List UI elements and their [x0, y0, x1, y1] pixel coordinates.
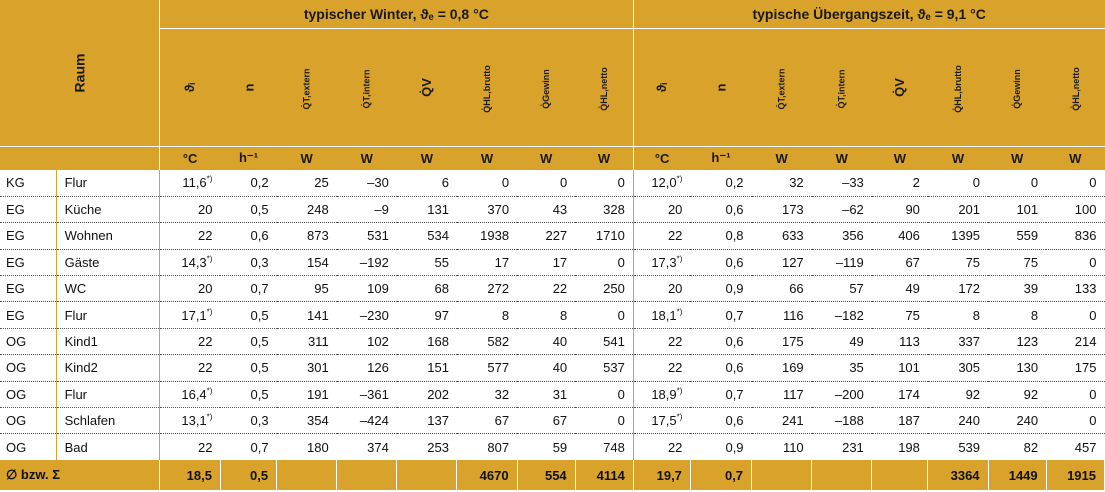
transition-value-cell: 92	[928, 381, 988, 407]
winter-value-cell: –230	[337, 302, 397, 328]
winter-value-cell: 22	[197, 439, 213, 455]
transition-value-cell: 82	[1023, 439, 1039, 455]
transition-value-cell: 18,9*)	[633, 381, 690, 407]
room-header-label: Raum	[71, 53, 88, 93]
winter-value-cell: 248	[277, 196, 337, 222]
col-header	[277, 28, 337, 146]
transition-value-cell: 67	[872, 249, 928, 275]
col-header	[872, 28, 928, 146]
transition-value-cell: 8	[928, 302, 988, 328]
floor-cell: OG	[0, 434, 56, 460]
table-row	[0, 249, 1105, 275]
summary-label: ∅ bzw. Σ	[0, 460, 159, 490]
unit-cell: W	[988, 146, 1046, 170]
winter-value-cell: 13,1*)	[159, 408, 220, 434]
transition-value-cell: 0,6	[690, 249, 751, 275]
winter-value-cell: 0,5	[220, 355, 276, 381]
column-header-row	[0, 28, 1105, 146]
transition-value-cell: 90	[872, 196, 928, 222]
room-cell: Schlafen	[56, 408, 159, 434]
transition-value-cell: 20	[633, 196, 690, 222]
summary-cell	[397, 460, 457, 490]
transition-value-cell: 49	[872, 276, 928, 302]
transition-value-cell: 406	[872, 223, 928, 249]
floor-cell: OG	[0, 328, 56, 354]
winter-value-cell: 20	[159, 196, 220, 222]
transition-value-cell: 39	[988, 276, 1046, 302]
winter-value-cell: 253	[427, 439, 449, 455]
col-header-label: Q̇V	[892, 77, 908, 97]
transition-group-header: typische Übergangszeit, ϑₑ = 9,1 °C	[633, 0, 1104, 28]
transition-value-cell: 305	[928, 355, 988, 381]
transition-value-cell: 12,0*)	[633, 170, 690, 196]
table-row	[0, 223, 1105, 249]
winter-value-cell: –361	[337, 381, 397, 407]
summary-cell	[752, 460, 812, 490]
transition-value-cell: 0,9	[690, 276, 751, 302]
col-header-label: Q̇Gewinn	[541, 68, 552, 109]
summary-cell	[872, 460, 928, 490]
transition-value-cell: 0	[988, 170, 1046, 196]
winter-value-cell: 0,3	[220, 249, 276, 275]
winter-value-cell: 374	[367, 439, 389, 455]
transition-value-cell: 123	[988, 328, 1046, 354]
col-header-label: Q̇HL,netto	[1070, 66, 1081, 111]
unit-cell: W	[337, 146, 397, 170]
transition-value-cell: 174	[872, 381, 928, 407]
col-header-label: Q̇T,intern	[836, 68, 847, 109]
winter-value-cell: 582	[457, 328, 517, 354]
winter-value-cell: 180	[306, 439, 329, 455]
winter-value-cell: 59	[552, 439, 568, 455]
unit-cell: W	[457, 146, 517, 170]
unit-header-row	[0, 146, 1105, 170]
col-header	[1046, 28, 1104, 146]
unit-cell: h⁻¹	[220, 146, 276, 170]
room-header-cell	[0, 0, 159, 146]
col-header	[752, 28, 812, 146]
winter-value-cell: 31	[517, 381, 575, 407]
transition-value-cell: 240	[988, 408, 1046, 434]
floor-cell: EG	[0, 302, 56, 328]
winter-value-cell: 109	[337, 276, 397, 302]
winter-value-cell: 131	[397, 196, 457, 222]
transition-value-cell: 201	[928, 196, 988, 222]
winter-value-cell: 0,7	[220, 276, 276, 302]
winter-value-cell: 202	[397, 381, 457, 407]
transition-value-cell: 117	[752, 381, 812, 407]
winter-value-cell: 311	[277, 328, 337, 354]
transition-value-cell: 633	[752, 223, 812, 249]
transition-value-cell: 539	[958, 439, 981, 455]
winter-value-cell: 250	[575, 276, 633, 302]
col-header-label: Q̇HL,brutto	[482, 64, 492, 113]
unit-cell: °C	[159, 146, 220, 170]
col-header	[988, 28, 1046, 146]
winter-value-cell: 40	[517, 328, 575, 354]
transition-value-cell: 22	[633, 328, 690, 354]
col-header	[397, 28, 457, 146]
transition-value-cell: 17,3*)	[633, 249, 690, 275]
room-cell: Flur	[56, 170, 159, 196]
winter-value-cell: 0,5	[220, 196, 276, 222]
floor-cell: EG	[0, 223, 56, 249]
transition-value-cell: –119	[812, 249, 872, 275]
transition-value-cell: 836	[1046, 223, 1104, 249]
room-cell: Kind2	[56, 355, 159, 381]
winter-value-cell: 22	[159, 223, 220, 249]
transition-value-cell: 231	[842, 439, 864, 455]
col-header-label: Q̇V	[419, 77, 435, 97]
col-header	[517, 28, 575, 146]
transition-value-cell: 0	[1046, 381, 1104, 407]
transition-value-cell: –188	[812, 408, 872, 434]
winter-value-cell: 17	[517, 249, 575, 275]
room-cell: WC	[56, 276, 159, 302]
winter-value-cell: 55	[397, 249, 457, 275]
unit-header-empty	[0, 146, 159, 170]
transition-value-cell: 113	[872, 328, 928, 354]
transition-value-cell: 198	[898, 439, 920, 455]
floor-cell: EG	[0, 276, 56, 302]
floor-cell: OG	[0, 355, 56, 381]
winter-value-cell: 168	[397, 328, 457, 354]
transition-value-cell: 101	[872, 355, 928, 381]
unit-cell: W	[752, 146, 812, 170]
col-header	[575, 28, 633, 146]
transition-value-cell: 187	[872, 408, 928, 434]
winter-value-cell: 0,5	[220, 302, 276, 328]
col-header	[457, 28, 517, 146]
winter-value-cell: 191	[277, 381, 337, 407]
col-header-label: Q̇Gewinn	[1012, 68, 1023, 109]
unit-cell: W	[1046, 146, 1104, 170]
winter-value-cell: 0	[575, 302, 633, 328]
unit-cell: h⁻¹	[690, 146, 751, 170]
col-header	[220, 28, 276, 146]
transition-value-cell: 116	[752, 302, 812, 328]
winter-value-cell: 227	[517, 223, 575, 249]
transition-value-cell: 32	[752, 170, 812, 196]
summary-cell: 1915	[1046, 460, 1104, 490]
col-header-label: n	[241, 83, 257, 91]
winter-value-cell: 67	[517, 408, 575, 434]
winter-value-cell: 301	[277, 355, 337, 381]
table-row	[0, 328, 1105, 354]
transition-value-cell: 75	[988, 249, 1046, 275]
winter-value-cell: 137	[397, 408, 457, 434]
transition-value-cell: 127	[752, 249, 812, 275]
transition-value-cell: 2	[872, 170, 928, 196]
winter-value-cell: –192	[337, 249, 397, 275]
col-header-label: Q̇T,extern	[301, 67, 312, 110]
transition-value-cell: 240	[928, 408, 988, 434]
winter-value-cell: 577	[457, 355, 517, 381]
transition-value-cell: 0,7	[690, 381, 751, 407]
floor-cell: EG	[0, 196, 56, 222]
transition-value-cell: 214	[1046, 328, 1104, 354]
winter-value-cell: 67	[457, 408, 517, 434]
floor-cell: OG	[0, 408, 56, 434]
transition-value-cell: 0,6	[690, 408, 751, 434]
col-header-label: Q̇HL,brutto	[952, 64, 963, 113]
winter-value-cell: 22	[159, 355, 220, 381]
col-header-label: n	[713, 83, 729, 91]
winter-value-cell: –424	[337, 408, 397, 434]
transition-value-cell: –200	[812, 381, 872, 407]
col-header	[928, 28, 988, 146]
winter-value-cell: 807	[487, 439, 510, 455]
transition-value-cell: 0	[1046, 249, 1104, 275]
transition-value-cell: 18,1*)	[633, 302, 690, 328]
room-cell: Bad	[56, 434, 159, 460]
winter-value-cell: 151	[397, 355, 457, 381]
transition-value-cell: 356	[812, 223, 872, 249]
room-cell: Kind1	[56, 328, 159, 354]
room-cell: Küche	[56, 196, 159, 222]
summary-cell	[337, 460, 397, 490]
col-header-label: Q̇HL,netto	[598, 66, 609, 111]
transition-value-cell: 337	[928, 328, 988, 354]
col-header-label: ϑᵢ	[654, 82, 670, 92]
group-header-row	[0, 0, 1105, 28]
winter-value-cell: 6	[397, 170, 457, 196]
summary-cell	[277, 460, 337, 490]
winter-value-cell: 272	[457, 276, 517, 302]
floor-cell: OG	[0, 381, 56, 407]
transition-value-cell: –33	[812, 170, 872, 196]
transition-value-cell: 1395	[928, 223, 988, 249]
transition-value-cell: 175	[1046, 355, 1104, 381]
table-row	[0, 276, 1105, 302]
unit-cell: W	[872, 146, 928, 170]
winter-value-cell: 95	[277, 276, 337, 302]
col-header	[159, 28, 220, 146]
col-header	[690, 28, 751, 146]
transition-value-cell: 101	[988, 196, 1046, 222]
transition-value-cell: 22	[633, 223, 690, 249]
winter-value-cell: 8	[457, 302, 517, 328]
winter-value-cell: 873	[277, 223, 337, 249]
transition-value-cell: 35	[812, 355, 872, 381]
table-body	[0, 170, 1105, 460]
winter-group-header: typischer Winter, ϑₑ = 0,8 °C	[159, 0, 633, 28]
transition-value-cell: 66	[752, 276, 812, 302]
col-header	[812, 28, 872, 146]
winter-value-cell: 0,5	[220, 381, 276, 407]
summary-cell: 554	[517, 460, 575, 490]
transition-value-cell: 0,6	[690, 355, 751, 381]
floor-cell: KG	[0, 170, 56, 196]
floor-cell: EG	[0, 249, 56, 275]
winter-value-cell: 8	[517, 302, 575, 328]
transition-value-cell: 57	[812, 276, 872, 302]
table-row	[0, 434, 1105, 460]
transition-value-cell: 0,9	[725, 439, 744, 455]
transition-value-cell: 0,2	[690, 170, 751, 196]
room-cell: Gäste	[56, 249, 159, 275]
summary-cell	[812, 460, 872, 490]
winter-value-cell: 22	[517, 276, 575, 302]
winter-value-cell: 16,4*)	[159, 381, 220, 407]
summary-cell: 19,7	[633, 460, 690, 490]
transition-value-cell: 457	[1074, 439, 1097, 455]
unit-cell: W	[812, 146, 872, 170]
unit-cell: W	[928, 146, 988, 170]
winter-value-cell: 17	[457, 249, 517, 275]
transition-value-cell: 0,7	[690, 302, 751, 328]
col-header-label: Q̇T,intern	[361, 68, 372, 109]
winter-value-cell: 40	[517, 355, 575, 381]
winter-value-cell: 22	[159, 328, 220, 354]
col-header-label: Q̇T,extern	[776, 67, 787, 110]
transition-value-cell: 559	[988, 223, 1046, 249]
table-row	[0, 196, 1105, 222]
transition-value-cell: –62	[812, 196, 872, 222]
table-row	[0, 302, 1105, 328]
winter-value-cell: 0	[457, 170, 517, 196]
transition-value-cell: 0	[1046, 170, 1104, 196]
winter-value-cell: 0,5	[220, 328, 276, 354]
winter-value-cell: 154	[277, 249, 337, 275]
winter-value-cell: 97	[397, 302, 457, 328]
winter-value-cell: 11,6*)	[159, 170, 220, 196]
unit-cell: W	[277, 146, 337, 170]
table-row	[0, 381, 1105, 407]
summary-cell: 0,7	[690, 460, 751, 490]
transition-value-cell: 92	[988, 381, 1046, 407]
winter-value-cell: 141	[277, 302, 337, 328]
transition-value-cell: 172	[928, 276, 988, 302]
winter-value-cell: 14,3*)	[159, 249, 220, 275]
winter-value-cell: 0	[575, 249, 633, 275]
winter-value-cell: 126	[337, 355, 397, 381]
room-cell: Flur	[56, 302, 159, 328]
unit-cell: W	[517, 146, 575, 170]
unit-cell: W	[397, 146, 457, 170]
winter-value-cell: –9	[337, 196, 397, 222]
winter-value-cell: 0	[517, 170, 575, 196]
winter-value-cell: 0,2	[220, 170, 276, 196]
winter-value-cell: 0	[575, 381, 633, 407]
winter-value-cell: 0,6	[220, 223, 276, 249]
transition-value-cell: 0	[928, 170, 988, 196]
transition-value-cell: 75	[928, 249, 988, 275]
table-row	[0, 408, 1105, 434]
winter-value-cell: 43	[517, 196, 575, 222]
unit-cell: °C	[633, 146, 690, 170]
col-header	[633, 28, 690, 146]
col-header-label: ϑᵢ	[182, 82, 198, 92]
winter-value-cell: 0,7	[250, 439, 269, 455]
transition-value-cell: 130	[988, 355, 1046, 381]
winter-value-cell: 25	[277, 170, 337, 196]
winter-value-cell: 354	[277, 408, 337, 434]
transition-value-cell: 8	[988, 302, 1046, 328]
transition-value-cell: 0,6	[690, 196, 751, 222]
room-cell: Flur	[56, 381, 159, 407]
winter-value-cell: 1938	[457, 223, 517, 249]
summary-cell: 4114	[575, 460, 633, 490]
transition-value-cell: 49	[812, 328, 872, 354]
transition-value-cell: 17,5*)	[633, 408, 690, 434]
winter-value-cell: 17,1*)	[159, 302, 220, 328]
room-cell: Wohnen	[56, 223, 159, 249]
transition-value-cell: –182	[812, 302, 872, 328]
winter-value-cell: 748	[603, 439, 625, 455]
winter-value-cell: 0,3	[220, 408, 276, 434]
transition-value-cell: 173	[752, 196, 812, 222]
winter-value-cell: 0	[575, 170, 633, 196]
summary-cell: 18,5	[159, 460, 220, 490]
transition-value-cell: 22	[633, 434, 690, 460]
summary-cell: 4670	[457, 460, 517, 490]
summary-cell: 3364	[928, 460, 988, 490]
col-header	[337, 28, 397, 146]
table-row	[0, 170, 1105, 196]
unit-cell: W	[575, 146, 633, 170]
winter-value-cell: 32	[457, 381, 517, 407]
winter-value-cell: 328	[575, 196, 633, 222]
transition-value-cell: 75	[872, 302, 928, 328]
winter-value-cell: 20	[159, 276, 220, 302]
transition-value-cell: 169	[752, 355, 812, 381]
winter-value-cell: 534	[397, 223, 457, 249]
winter-value-cell: 531	[337, 223, 397, 249]
transition-value-cell: 110	[782, 439, 804, 455]
winter-value-cell: 68	[397, 276, 457, 302]
winter-value-cell: 541	[575, 328, 633, 354]
transition-value-cell: 133	[1046, 276, 1104, 302]
winter-value-cell: 0	[575, 408, 633, 434]
winter-value-cell: 102	[337, 328, 397, 354]
winter-value-cell: –30	[337, 170, 397, 196]
table-row	[0, 355, 1105, 381]
summary-row	[0, 460, 1105, 490]
winter-value-cell: 1710	[575, 223, 633, 249]
transition-value-cell: 100	[1046, 196, 1104, 222]
transition-value-cell: 0,6	[690, 328, 751, 354]
winter-value-cell: 370	[457, 196, 517, 222]
transition-value-cell: 22	[633, 355, 690, 381]
winter-value-cell: 537	[575, 355, 633, 381]
transition-value-cell: 0	[1046, 302, 1104, 328]
transition-value-cell: 0	[1046, 408, 1104, 434]
transition-value-cell: 20	[633, 276, 690, 302]
transition-value-cell: 0,8	[690, 223, 751, 249]
summary-cell: 0,5	[220, 460, 276, 490]
transition-value-cell: 241	[752, 408, 812, 434]
transition-value-cell: 175	[752, 328, 812, 354]
summary-cell: 1449	[988, 460, 1046, 490]
